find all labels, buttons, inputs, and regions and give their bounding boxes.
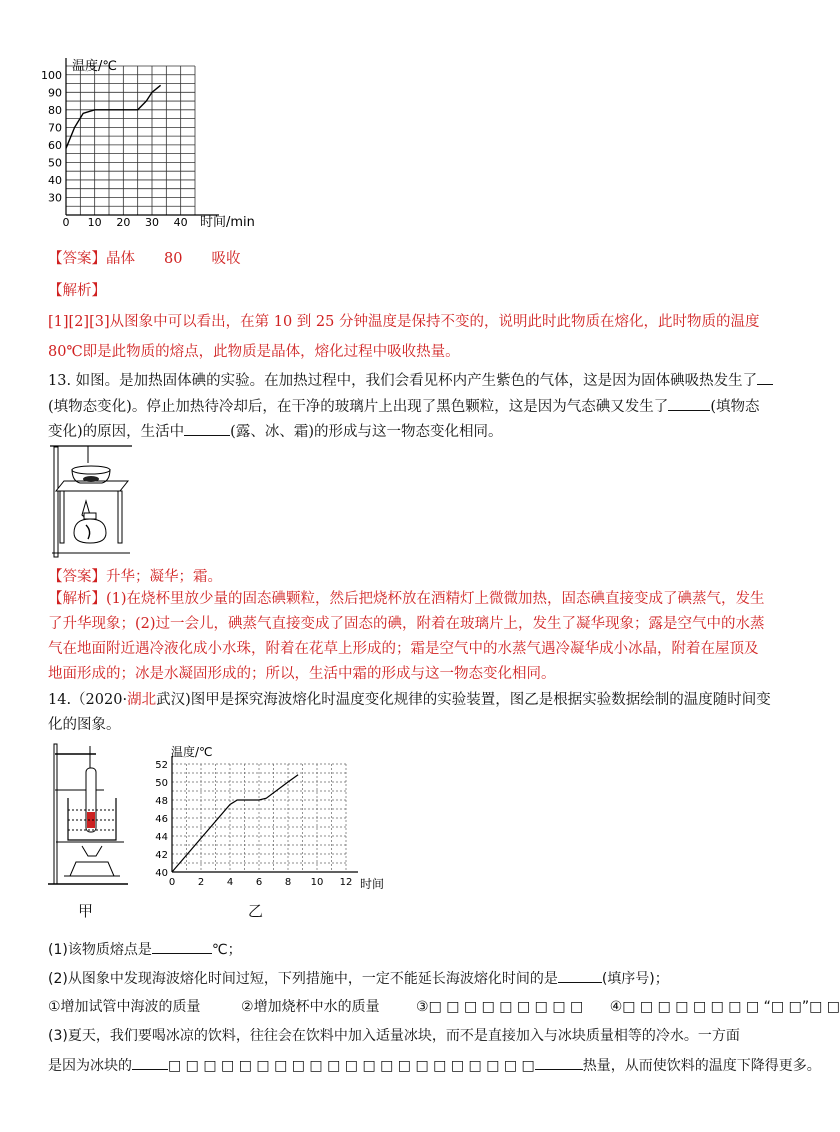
q14-sub3-line: (3)夏天，我们要喝冰凉的饮料，往往会在饮料中加入适量冰块，而不是直接加入与冰块质量相等的冷水。一方面 [48,1028,740,1044]
y-tick-label: 30 [48,191,62,205]
q14-option-3: ③□ □ □ □ □ □ □ □ □ [416,999,584,1015]
y-tick-label: 60 [48,138,62,152]
q13-blank-3[interactable] [184,421,230,436]
x-tick-label: 30 [145,216,159,229]
q14-question-line [48,690,771,710]
x-tick-label: 20 [116,216,131,229]
y-tick-label: 42 [155,850,168,861]
x-tick-label: 0 [168,877,176,888]
q13-analysis-line: 了升华现象；(2)过一会儿，碘蒸气直接变成了固态的碘，附着在玻璃片上，发生了凝华现象；露是空气中的水蒸 [48,616,765,632]
x-tick-label: 4 [226,877,234,888]
y-tick-label: 100 [41,68,62,82]
x-tick-label: 8 [284,877,292,888]
temperature-curve [172,775,298,872]
q14-text: (2)从图象中发现海波熔化时间过短，下列措施中，一定不能延长海波熔化时间的是 [48,971,558,987]
q13-question-line [48,421,502,442]
q14-text: 14.（2020· [48,692,128,708]
q13-answer [48,567,222,587]
q12-answer [48,249,240,269]
q14-region: 湖北 [127,692,157,708]
y-tick-label: 40 [48,173,62,187]
q14-option-1: ①增加试管中海波的质量 [48,999,201,1015]
y-tick-label: 46 [155,814,168,825]
x-tick-label: 2 [197,877,205,888]
q14-blank-4[interactable] [535,1055,583,1070]
figure-label-a: 甲 [78,902,94,920]
q14-sub3-line [48,1055,821,1076]
hypo-melting-apparatus-illustration [46,742,136,892]
x-tick-label: 10 [310,877,324,888]
iodine-heating-apparatus-illustration [46,443,136,558]
analysis-tag: 【解析】 [48,591,106,607]
q14-garbled-text: □ □ □ □ □ □ □ □ □ □ □ □ □ □ □ □ □ □ □ □ □ [168,1058,535,1074]
melting-curve-chart [40,50,260,230]
x-tick-label: 40 [173,216,188,229]
y-tick-label: 40 [155,868,168,879]
q13-question-line [48,370,773,391]
y-tick-label: 70 [48,121,62,135]
q13-text: 13. 如图。是加热固体碘的实验。在加热过程中，我们会看见杯内产生紫色的气体，这是因为固体碘吸热发生了 [48,373,758,389]
q13-analysis-line: 气在地面附近遇冷液化成小水珠，附着在花草上形成的；霜是空气中的水蒸气遇冷凝华成小冰晶，附着在屋顶及 [48,641,759,657]
x-tick-label: 12 [339,877,353,888]
q14-sub1 [48,939,242,960]
y-axis-label: 温度/℃ [72,59,117,74]
q14-sub2 [48,968,669,989]
x-tick-label: 10 [87,216,102,229]
y-tick-label: 44 [155,832,168,843]
answer-tag: 【答案】 [48,569,106,585]
x-axis-label: 时间 [360,877,385,891]
q12-analysis-tag: 【解析】 [48,283,106,299]
q14-text: ℃； [211,942,242,958]
q13-blank-2[interactable] [668,396,710,411]
y-tick-label: 52 [155,760,168,771]
q13-analysis-line [48,589,765,609]
answer-text: 晶体 80 吸收 [106,251,241,267]
q14-text: (1)该物质熔点是 [48,942,152,958]
q13-blank-1[interactable] [757,370,773,385]
q14-option-2: ②增加烧杯中水的质量 [241,999,380,1015]
y-tick-label: 90 [48,86,62,100]
q13-text: 变化)的原因，生活中 [48,424,185,440]
x-axis-label: 时间/min [200,215,255,230]
q13-text: (露、冰、霜)的形成与这一物态变化相同。 [230,424,503,440]
q14-text: (填序号)； [601,971,669,987]
q13-text: (填物态 [710,399,760,415]
q12-analysis-line: [1][2][3]从图象中可以看出，在第 10 到 25 分钟温度是保持不变的，说明此时此物质在熔化，此时物质的温度 [48,314,760,330]
y-tick-label: 50 [48,156,62,170]
figure-label-b: 乙 [248,902,264,920]
y-tick-label: 48 [155,796,168,807]
q14-blank-2[interactable] [558,968,602,983]
q14-option-4: ④□ □ □ □ □ □ □ □ “□ □”□ □ [609,999,840,1015]
analysis-text: (1)在烧杯里放少量的固态碘颗粒，然后把烧杯放在酒精灯上微微加热，固态碘直接变成了碘蒸气，发生 [106,591,765,607]
y-tick-label: 50 [155,778,168,789]
x-tick-label: 0 [62,216,70,229]
y-tick-label: 80 [48,103,62,117]
hypo-temperature-chart [146,742,396,892]
q14-question-line: 化的图象。 [48,717,121,733]
q13-analysis-line: 地面形成的；冰是水凝固形成的；所以，生活中霜的形成与这一物态变化相同。 [48,666,556,682]
y-axis-label: 温度/℃ [171,745,213,759]
q14-options [48,997,840,1017]
q14-text: 是因为冰块的 [48,1058,132,1074]
q14-blank-1[interactable] [152,939,212,954]
q12-analysis-line: 80℃即是此物质的熔点，此物质是晶体，熔化过程中吸收热量。 [48,344,460,360]
q14-blank-3[interactable] [132,1055,168,1070]
q13-text: (填物态变化)。停止加热待冷却后，在干净的玻璃片上出现了黑色颗粒，这是因为气态碘又发生了 [48,399,669,415]
q13-question-line [48,396,759,417]
answer-tag: 【答案】 [48,251,106,267]
answer-text: 升华；凝华；霜。 [106,569,222,585]
q14-text: 热量，从而使饮料的温度下降得更多。 [582,1058,821,1074]
q14-text: 武汉)图甲是探究海波熔化时温度变化规律的实验装置，图乙是根据实验数据绘制的温度随时间变 [156,692,771,708]
x-tick-label: 6 [255,877,263,888]
